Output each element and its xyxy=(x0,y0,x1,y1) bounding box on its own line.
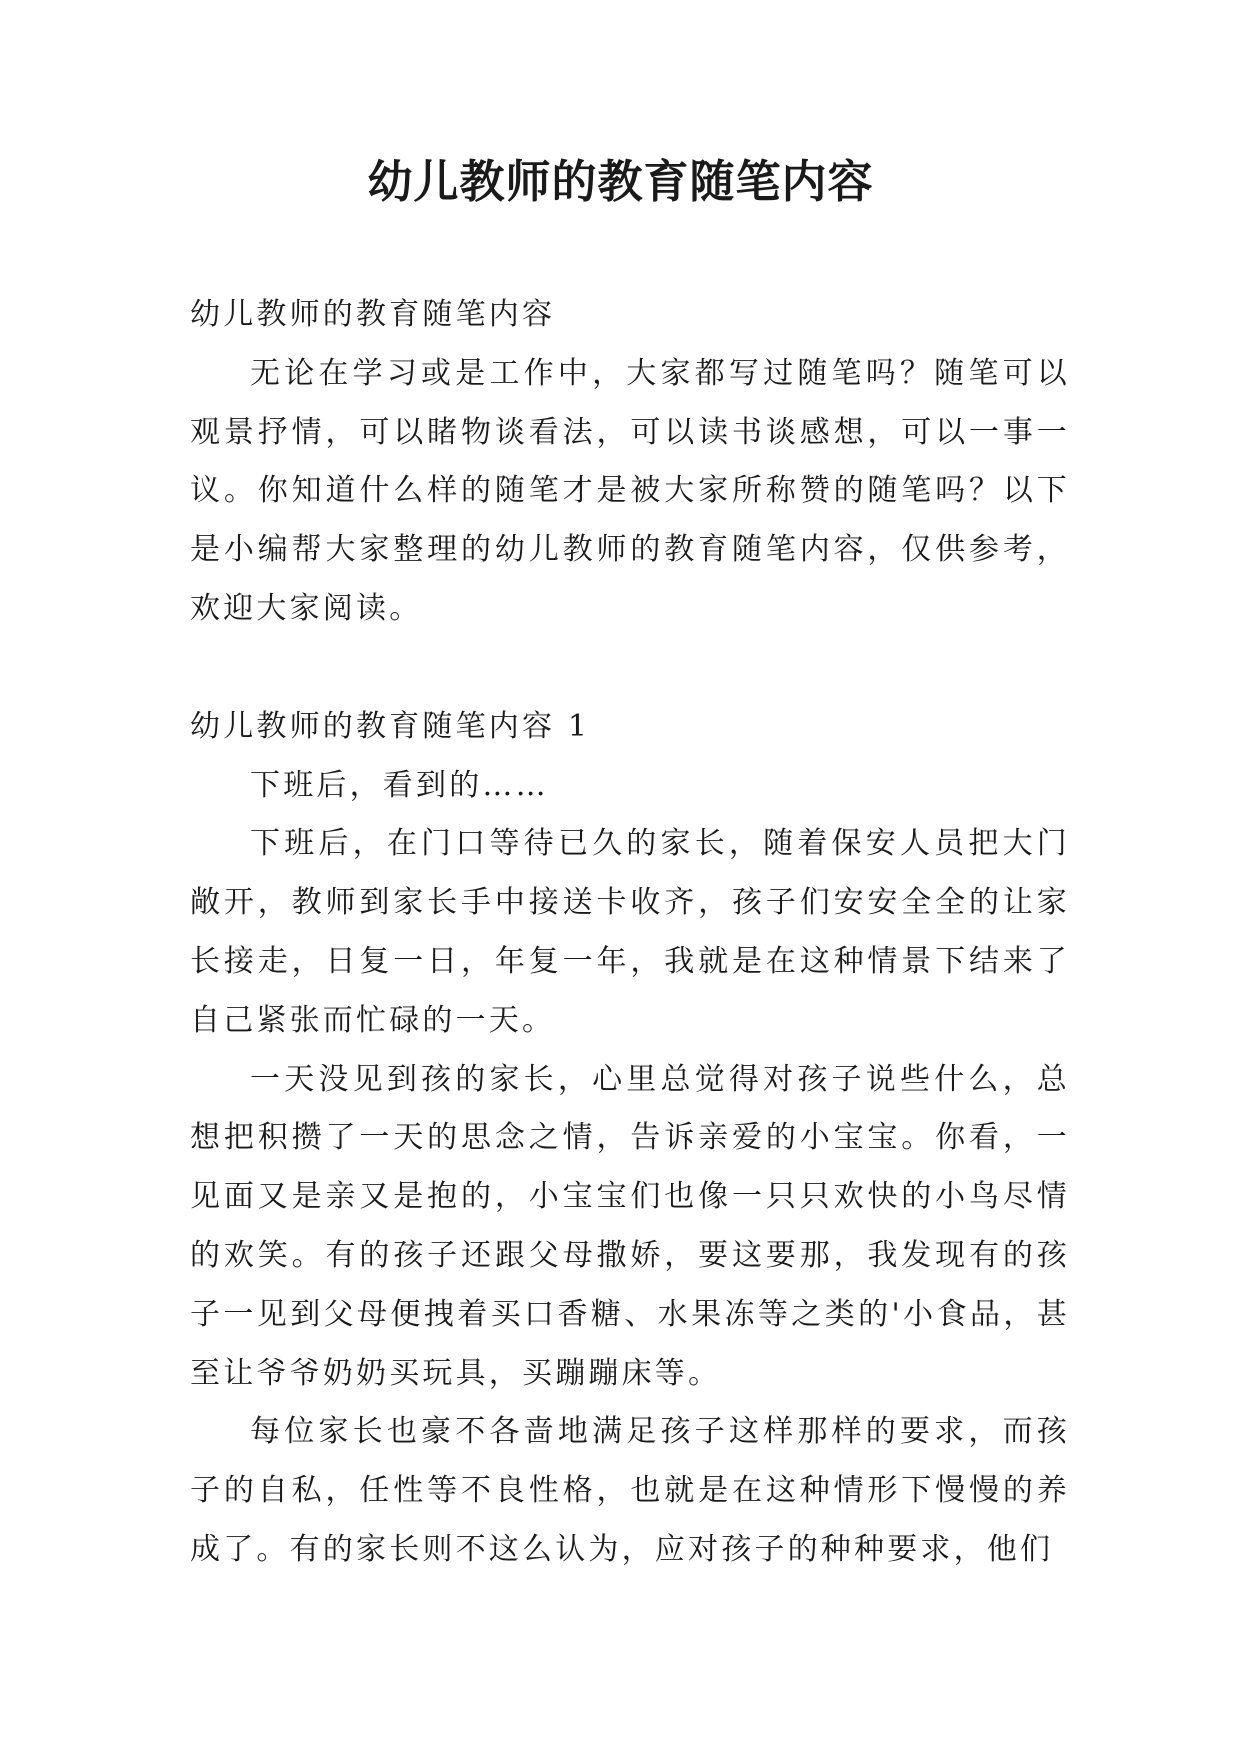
section-1-paragraph-2: 下班后，在门口等待已久的家长，随着保安人员把大门敞开，教师到家长手中接送卡收齐，孩子们安安全全的让家长接走，日复一日，年复一年，我就是在这种情景下结来了自己紧张而忙碌的一天。 xyxy=(190,826,1070,1038)
document-body xyxy=(190,286,1070,1580)
section-spacer xyxy=(190,639,1070,698)
intro-paragraph: 无论在学习或是工作中，大家都写过随笔吗？随笔可以观景抒情，可以睹物谈看法，可以读书谈感想，可以一事一议。你知道什么样的随笔才是被大家所称赞的随笔吗？以下是小编帮大家整理的幼儿教师的教育随笔内容，仅供参考，欢迎大家阅读。 xyxy=(190,355,1070,626)
section-1-heading: 幼儿教师的教育随笔内容 1 xyxy=(190,708,591,744)
intro-heading: 幼儿教师的教育随笔内容 xyxy=(190,297,556,332)
section-1-paragraph-1: 下班后，看到的…… xyxy=(250,767,549,803)
section-1-paragraph-4: 每位家长也豪不各啬地满足孩子这样那样的要求，而孩子的自私，任性等不良性格，也就是在这种情形下慢慢的养成了。有的家长则不这么认为，应对孩子的种种要求，他们 xyxy=(190,1414,1070,1567)
section-1-paragraph-3: 一天没见到孩的家长，心里总觉得对孩子说些什么，总想把积攒了一天的思念之情，告诉亲爱的小宝宝。你看，一见面又是亲又是抱的，小宝宝们也像一只只欢快的小鸟尽情的欢笑。有的孩子还跟父母撒娇，要这要那，我发现有的孩子一见到父母便拽着买口香糖、水果冻等之类的'小食品，甚至让爷爷奶奶买玩具，买蹦蹦床等。 xyxy=(190,1061,1070,1391)
document-title: 幼儿教师的教育随笔内容 xyxy=(367,155,874,208)
